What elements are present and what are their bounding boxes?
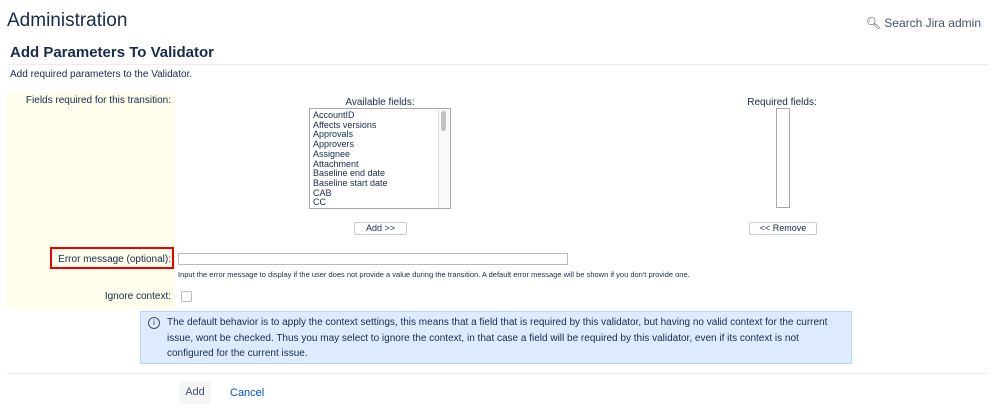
error-message-input[interactable] <box>178 253 568 265</box>
available-field-option[interactable]: CC <box>313 197 326 208</box>
available-field-option[interactable]: AccountID <box>313 110 355 120</box>
add-button[interactable]: Add <box>179 381 211 404</box>
add-field-button[interactable]: Add >> <box>354 222 407 235</box>
available-field-option[interactable]: Baseline end date <box>313 168 386 179</box>
required-fields-label: Required fields: <box>747 97 817 108</box>
available-fields-label: Available fields: <box>345 97 415 108</box>
error-message-label: Error message (optional): <box>58 254 171 265</box>
search-jira-admin-link[interactable] <box>866 16 981 30</box>
ignore-context-checkbox[interactable] <box>181 291 192 302</box>
scrollbar[interactable] <box>438 109 449 208</box>
available-field-option[interactable]: Attachment <box>313 158 359 169</box>
error-message-help: Input the error message to display if the user does not provide a value during the transition. A default error message will be shown if you don't provide one. <box>178 270 690 279</box>
required-fields-list[interactable] <box>776 108 790 208</box>
cancel-link[interactable]: Cancel <box>230 387 265 399</box>
page-title: Add Parameters To Validator <box>10 44 214 61</box>
fields-required-label: Fields required for this transition: <box>25 95 171 106</box>
remove-field-button[interactable]: << Remove <box>749 222 817 235</box>
divider <box>7 64 989 65</box>
page-description: Add required parameters to the Validator. <box>10 69 193 80</box>
search-label: Search Jira admin <box>884 16 981 30</box>
info-icon: i <box>148 317 160 329</box>
divider <box>7 373 989 374</box>
available-field-option[interactable]: Affects versions <box>313 119 377 130</box>
highlight-box <box>50 247 174 269</box>
available-field-option[interactable]: Approvals <box>313 129 354 140</box>
label-column <box>7 92 175 310</box>
available-fields-list[interactable] <box>309 108 451 209</box>
available-field-option[interactable]: Approvers <box>313 139 355 150</box>
info-text: The default behavior is to apply the context settings, this means that a field that is required by this validator, but having no valid context for the current issue, wont be checked. Thus you may select to ignore the context, in that case a field will be required by this validator, even if its context is not configured for the current issue. <box>167 317 828 359</box>
search-icon: 🔍︎ <box>865 16 885 30</box>
page-header-title: Administration <box>7 10 128 31</box>
available-field-option[interactable]: Assignee <box>313 148 351 159</box>
available-field-option[interactable]: CAB <box>313 187 332 198</box>
available-field-option[interactable]: Baseline start date <box>313 177 388 188</box>
ignore-context-label: Ignore context: <box>104 291 171 302</box>
info-message <box>140 311 852 364</box>
